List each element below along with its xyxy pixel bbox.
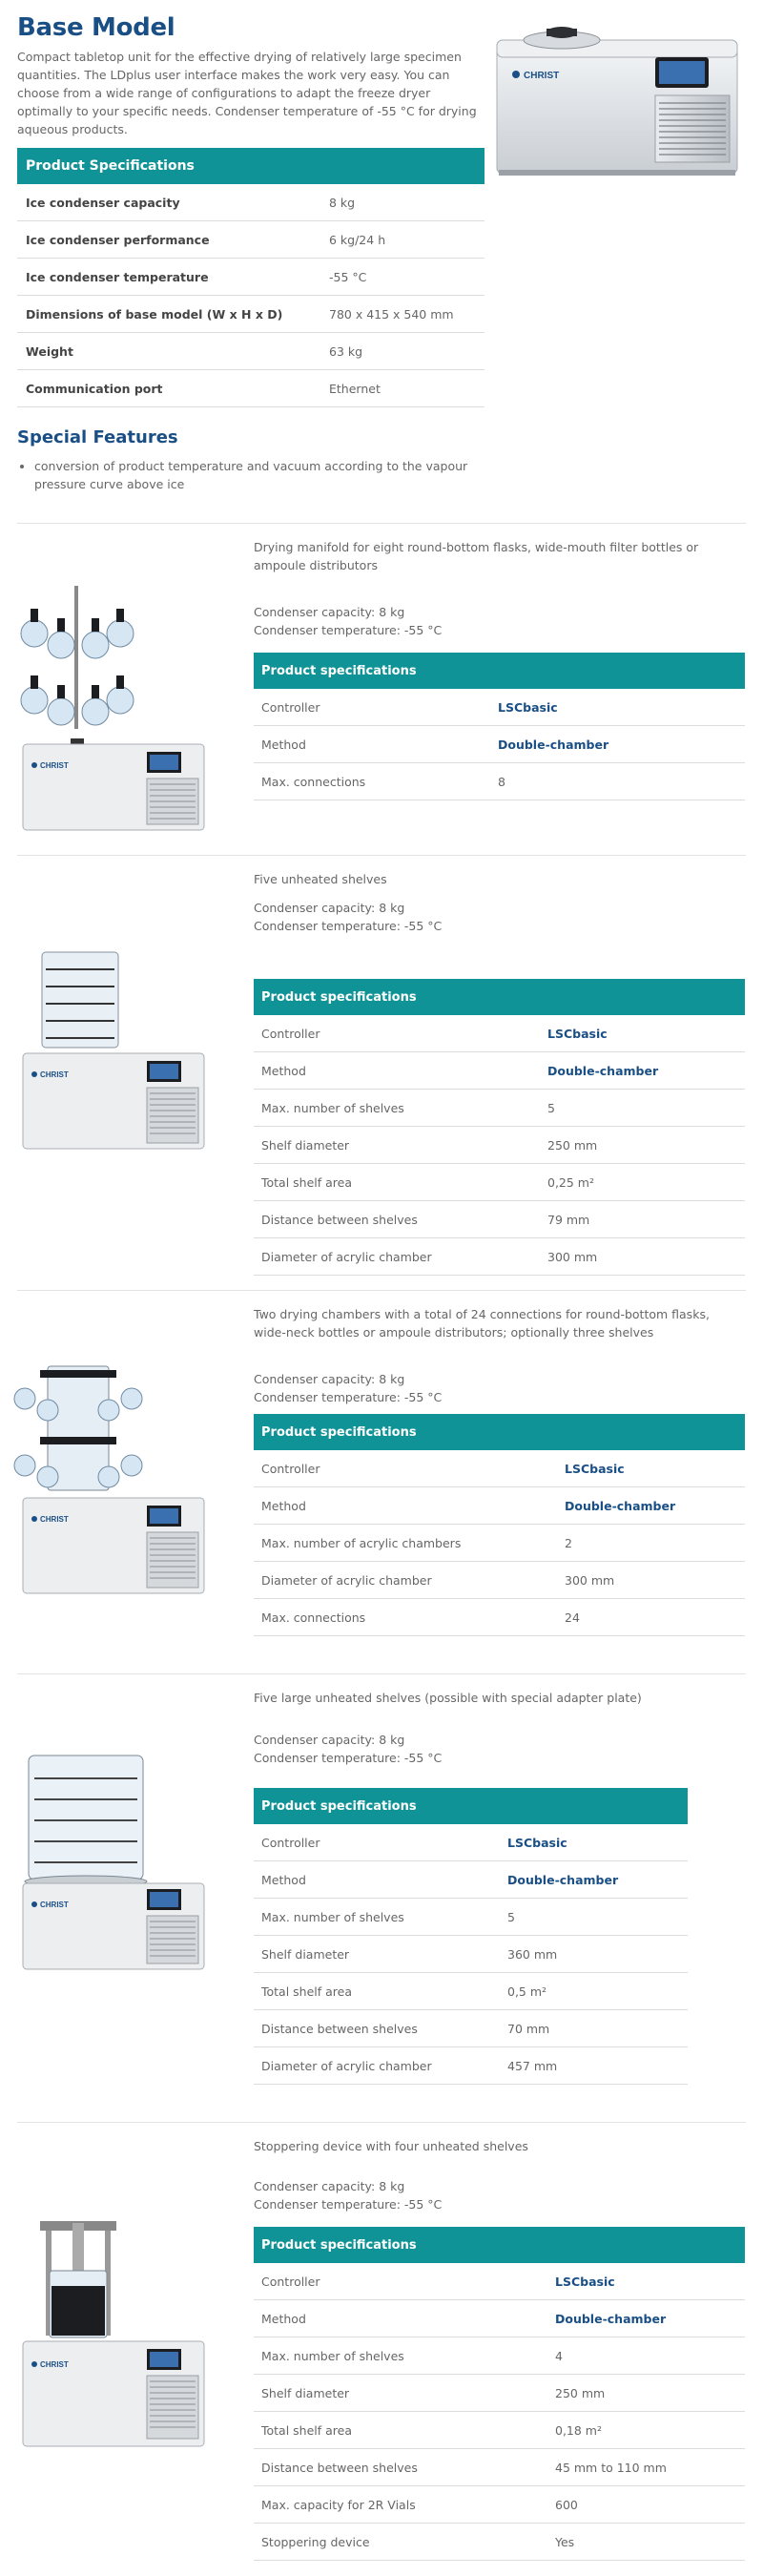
spec-value: LSCbasic (540, 1015, 745, 1052)
spec-label: Dimensions of base model (W x H x D) (17, 296, 320, 333)
base-model-section (17, 13, 485, 407)
brand-logo: CHRIST (40, 1070, 69, 1079)
table-row (254, 2337, 745, 2375)
variant-description: Drying manifold for eight round-bottom flasks, wide-mouth filter bottles or ampoule distributors (254, 540, 699, 572)
spec-value: 250 mm (540, 1127, 745, 1164)
table-row (17, 370, 485, 407)
spec-label: Controller (254, 689, 490, 726)
variant-capacity: Condenser capacity: 8 kg (254, 1733, 405, 1747)
table-row (254, 1562, 745, 1599)
spec-label: Method (254, 1861, 500, 1899)
spec-label: Diameter of acrylic chamber (254, 1562, 557, 1599)
variant-description: Five unheated shelves (254, 872, 387, 886)
brand-logo: CHRIST (40, 1515, 69, 1524)
spec-label: Controller (254, 2263, 547, 2300)
spec-label: Shelf diameter (254, 2375, 547, 2412)
table-row (254, 1936, 688, 1973)
spec-value: 8 kg (320, 184, 485, 221)
spec-value: 2 (557, 1525, 745, 1562)
spec-label: Ice condenser performance (17, 221, 320, 259)
spec-label: Total shelf area (254, 2412, 547, 2449)
variant-spec-table (254, 2227, 745, 2561)
brand-logo: CHRIST (40, 1901, 69, 1909)
table-row (254, 2047, 688, 2085)
divider (17, 523, 746, 524)
table-row (254, 2486, 745, 2524)
spec-value: 63 kg (320, 333, 485, 370)
spec-value: 24 (557, 1599, 745, 1636)
spec-value: Double-chamber (547, 2300, 745, 2337)
spec-label: Total shelf area (254, 1164, 540, 1201)
divider (17, 1290, 746, 1291)
spec-value: 4 (547, 2337, 745, 2375)
table-row (254, 2300, 745, 2337)
variant-capacity: Condenser capacity: 8 kg (254, 2179, 405, 2193)
spec-label: Max. number of shelves (254, 2337, 547, 2375)
spec-value: 457 mm (500, 2047, 688, 2085)
spec-label: Distance between shelves (254, 1201, 540, 1238)
table-row (254, 2375, 745, 2412)
base-unit-image (493, 11, 746, 179)
spec-label: Diameter of acrylic chamber (254, 2047, 500, 2085)
spec-label: Shelf diameter (254, 1936, 500, 1973)
spec-value: 0,25 m² (540, 1164, 745, 1201)
table-row (254, 1861, 688, 1899)
spec-value: 600 (547, 2486, 745, 2524)
spec-value: 45 mm to 110 mm (547, 2449, 745, 2486)
table-row (254, 763, 745, 800)
spec-value: 79 mm (540, 1201, 745, 1238)
divider (17, 2122, 746, 2123)
list-item: • conversion of product temperature and vacuum according to the vapour pressure curve above ice (34, 457, 485, 493)
spec-label: Ice condenser temperature (17, 259, 320, 296)
base-spec-table (17, 148, 485, 407)
table-row (254, 1127, 745, 1164)
variant-spec-table (254, 1788, 688, 2085)
spec-label: Max. number of acrylic chambers (254, 1525, 557, 1562)
table-row (254, 726, 745, 763)
variant-description: Five large unheated shelves (possible with special adapter plate) (254, 1691, 642, 1705)
spec-label: Controller (254, 1824, 500, 1861)
table-row (254, 2524, 745, 2561)
variant-temperature: Condenser temperature: -55 °C (254, 1751, 443, 1765)
table-row (254, 1090, 745, 1127)
spec-label: Controller (254, 1015, 540, 1052)
shelf-dryer-image (13, 943, 214, 1162)
table-row (254, 1487, 745, 1525)
table-row (254, 1899, 688, 1936)
spec-value: 5 (500, 1899, 688, 1936)
spec-value: 780 x 415 x 540 mm (320, 296, 485, 333)
table-row (254, 2412, 745, 2449)
spec-value: Double-chamber (557, 1487, 745, 1525)
table-row (17, 259, 485, 296)
base-spec-table-header: Product Specifications (17, 148, 485, 184)
table-row (254, 1164, 745, 1201)
special-features-section (17, 427, 485, 493)
table-row (17, 221, 485, 259)
spec-label: Diameter of acrylic chamber (254, 1238, 540, 1276)
spec-label: Distance between shelves (254, 2010, 500, 2047)
table-row (254, 1238, 745, 1276)
spec-label: Method (254, 1487, 557, 1525)
variant-description: Stoppering device with four unheated shelves (254, 2139, 528, 2153)
table-row (254, 1599, 745, 1636)
spec-value: 300 mm (557, 1562, 745, 1599)
spec-label: Stoppering device (254, 2524, 547, 2561)
table-row (254, 1450, 745, 1487)
spec-value: LSCbasic (557, 1450, 745, 1487)
table-row (254, 2263, 745, 2300)
spec-label: Method (254, 2300, 547, 2337)
table-row (254, 1824, 688, 1861)
spec-label: Max. number of shelves (254, 1899, 500, 1936)
spec-value: 8 (490, 763, 745, 800)
table-row (254, 2449, 745, 2486)
table-row (254, 1052, 745, 1090)
variant-spec-table-header: Product specifications (254, 2227, 745, 2263)
spec-value: Yes (547, 2524, 745, 2561)
spec-value: Double-chamber (540, 1052, 745, 1090)
spec-value: 250 mm (547, 2375, 745, 2412)
variant-capacity: Condenser capacity: 8 kg (254, 1372, 405, 1386)
spec-value: -55 °C (320, 259, 485, 296)
table-row (254, 1525, 745, 1562)
variant-temperature: Condenser temperature: -55 °C (254, 919, 443, 933)
spec-value: LSCbasic (500, 1824, 688, 1861)
spec-label: Method (254, 726, 490, 763)
spec-label: Ice condenser capacity (17, 184, 320, 221)
special-features-heading: Special Features (17, 427, 178, 447)
variant-capacity: Condenser capacity: 8 kg (254, 605, 405, 619)
spec-label: Max. number of shelves (254, 1090, 540, 1127)
variant-temperature: Condenser temperature: -55 °C (254, 1390, 443, 1404)
spec-label: Shelf diameter (254, 1127, 540, 1164)
spec-label: Max. capacity for 2R Vials (254, 2486, 547, 2524)
spec-value: Double-chamber (490, 726, 745, 763)
variant-spec-table (254, 979, 745, 1276)
variant-spec-table-header: Product specifications (254, 1414, 745, 1450)
variant-description: Two drying chambers with a total of 24 connections for round-bottom flasks, wide-neck bottles or ampoule distributors; optionally three shelves (254, 1307, 710, 1340)
spec-label: Total shelf area (254, 1973, 500, 2010)
brand-logo: CHRIST (40, 2360, 69, 2369)
table-row (254, 1015, 745, 1052)
stoppering-dryer-image (13, 2213, 214, 2452)
brand-logo: CHRIST (524, 71, 560, 81)
spec-label: Controller (254, 1450, 557, 1487)
spec-value: 6 kg/24 h (320, 221, 485, 259)
variant-spec-table (254, 653, 745, 800)
spec-value: LSCbasic (547, 2263, 745, 2300)
table-row (17, 296, 485, 333)
table-row (254, 2010, 688, 2047)
special-features-list (17, 457, 485, 493)
spec-value: Double-chamber (500, 1861, 688, 1899)
variant-spec-table-header: Product specifications (254, 1788, 688, 1824)
table-row (254, 1201, 745, 1238)
spec-label: Max. connections (254, 1599, 557, 1636)
spec-value: Ethernet (320, 370, 485, 407)
spec-value: 0,5 m² (500, 1973, 688, 2010)
spec-value: 300 mm (540, 1238, 745, 1276)
divider (17, 855, 746, 856)
variant-spec-table (254, 1414, 745, 1636)
two-chamber-dryer-image (13, 1359, 214, 1597)
variant-spec-table-header: Product specifications (254, 653, 745, 689)
table-row (17, 333, 485, 370)
base-intro-text: Compact tabletop unit for the effective drying of relatively large specimen quantities. The LDplus user interface makes the work very easy. You can choose from a wide range of configurations to adapt the freeze dryer optimally to your specific needs. Condenser temperature of -55 °C for drying aqueous products. (17, 50, 477, 136)
large-shelf-dryer-image (13, 1736, 214, 1975)
spec-value: 70 mm (500, 2010, 688, 2047)
table-row (254, 689, 745, 726)
variant-temperature: Condenser temperature: -55 °C (254, 2197, 443, 2212)
spec-value: 5 (540, 1090, 745, 1127)
spec-label: Communication port (17, 370, 320, 407)
page-title: Base Model (17, 13, 175, 42)
variant-capacity: Condenser capacity: 8 kg (254, 901, 405, 915)
spec-label: Max. connections (254, 763, 490, 800)
manifold-dryer-image (13, 576, 214, 834)
spec-value: 0,18 m² (547, 2412, 745, 2449)
variant-spec-table-header: Product specifications (254, 979, 745, 1015)
spec-value: LSCbasic (490, 689, 745, 726)
table-row (17, 184, 485, 221)
divider (17, 1673, 746, 1674)
spec-label: Weight (17, 333, 320, 370)
variant-temperature: Condenser temperature: -55 °C (254, 623, 443, 637)
spec-value: 360 mm (500, 1936, 688, 1973)
brand-logo: CHRIST (40, 761, 69, 770)
spec-label: Distance between shelves (254, 2449, 547, 2486)
table-row (254, 1973, 688, 2010)
spec-label: Method (254, 1052, 540, 1090)
